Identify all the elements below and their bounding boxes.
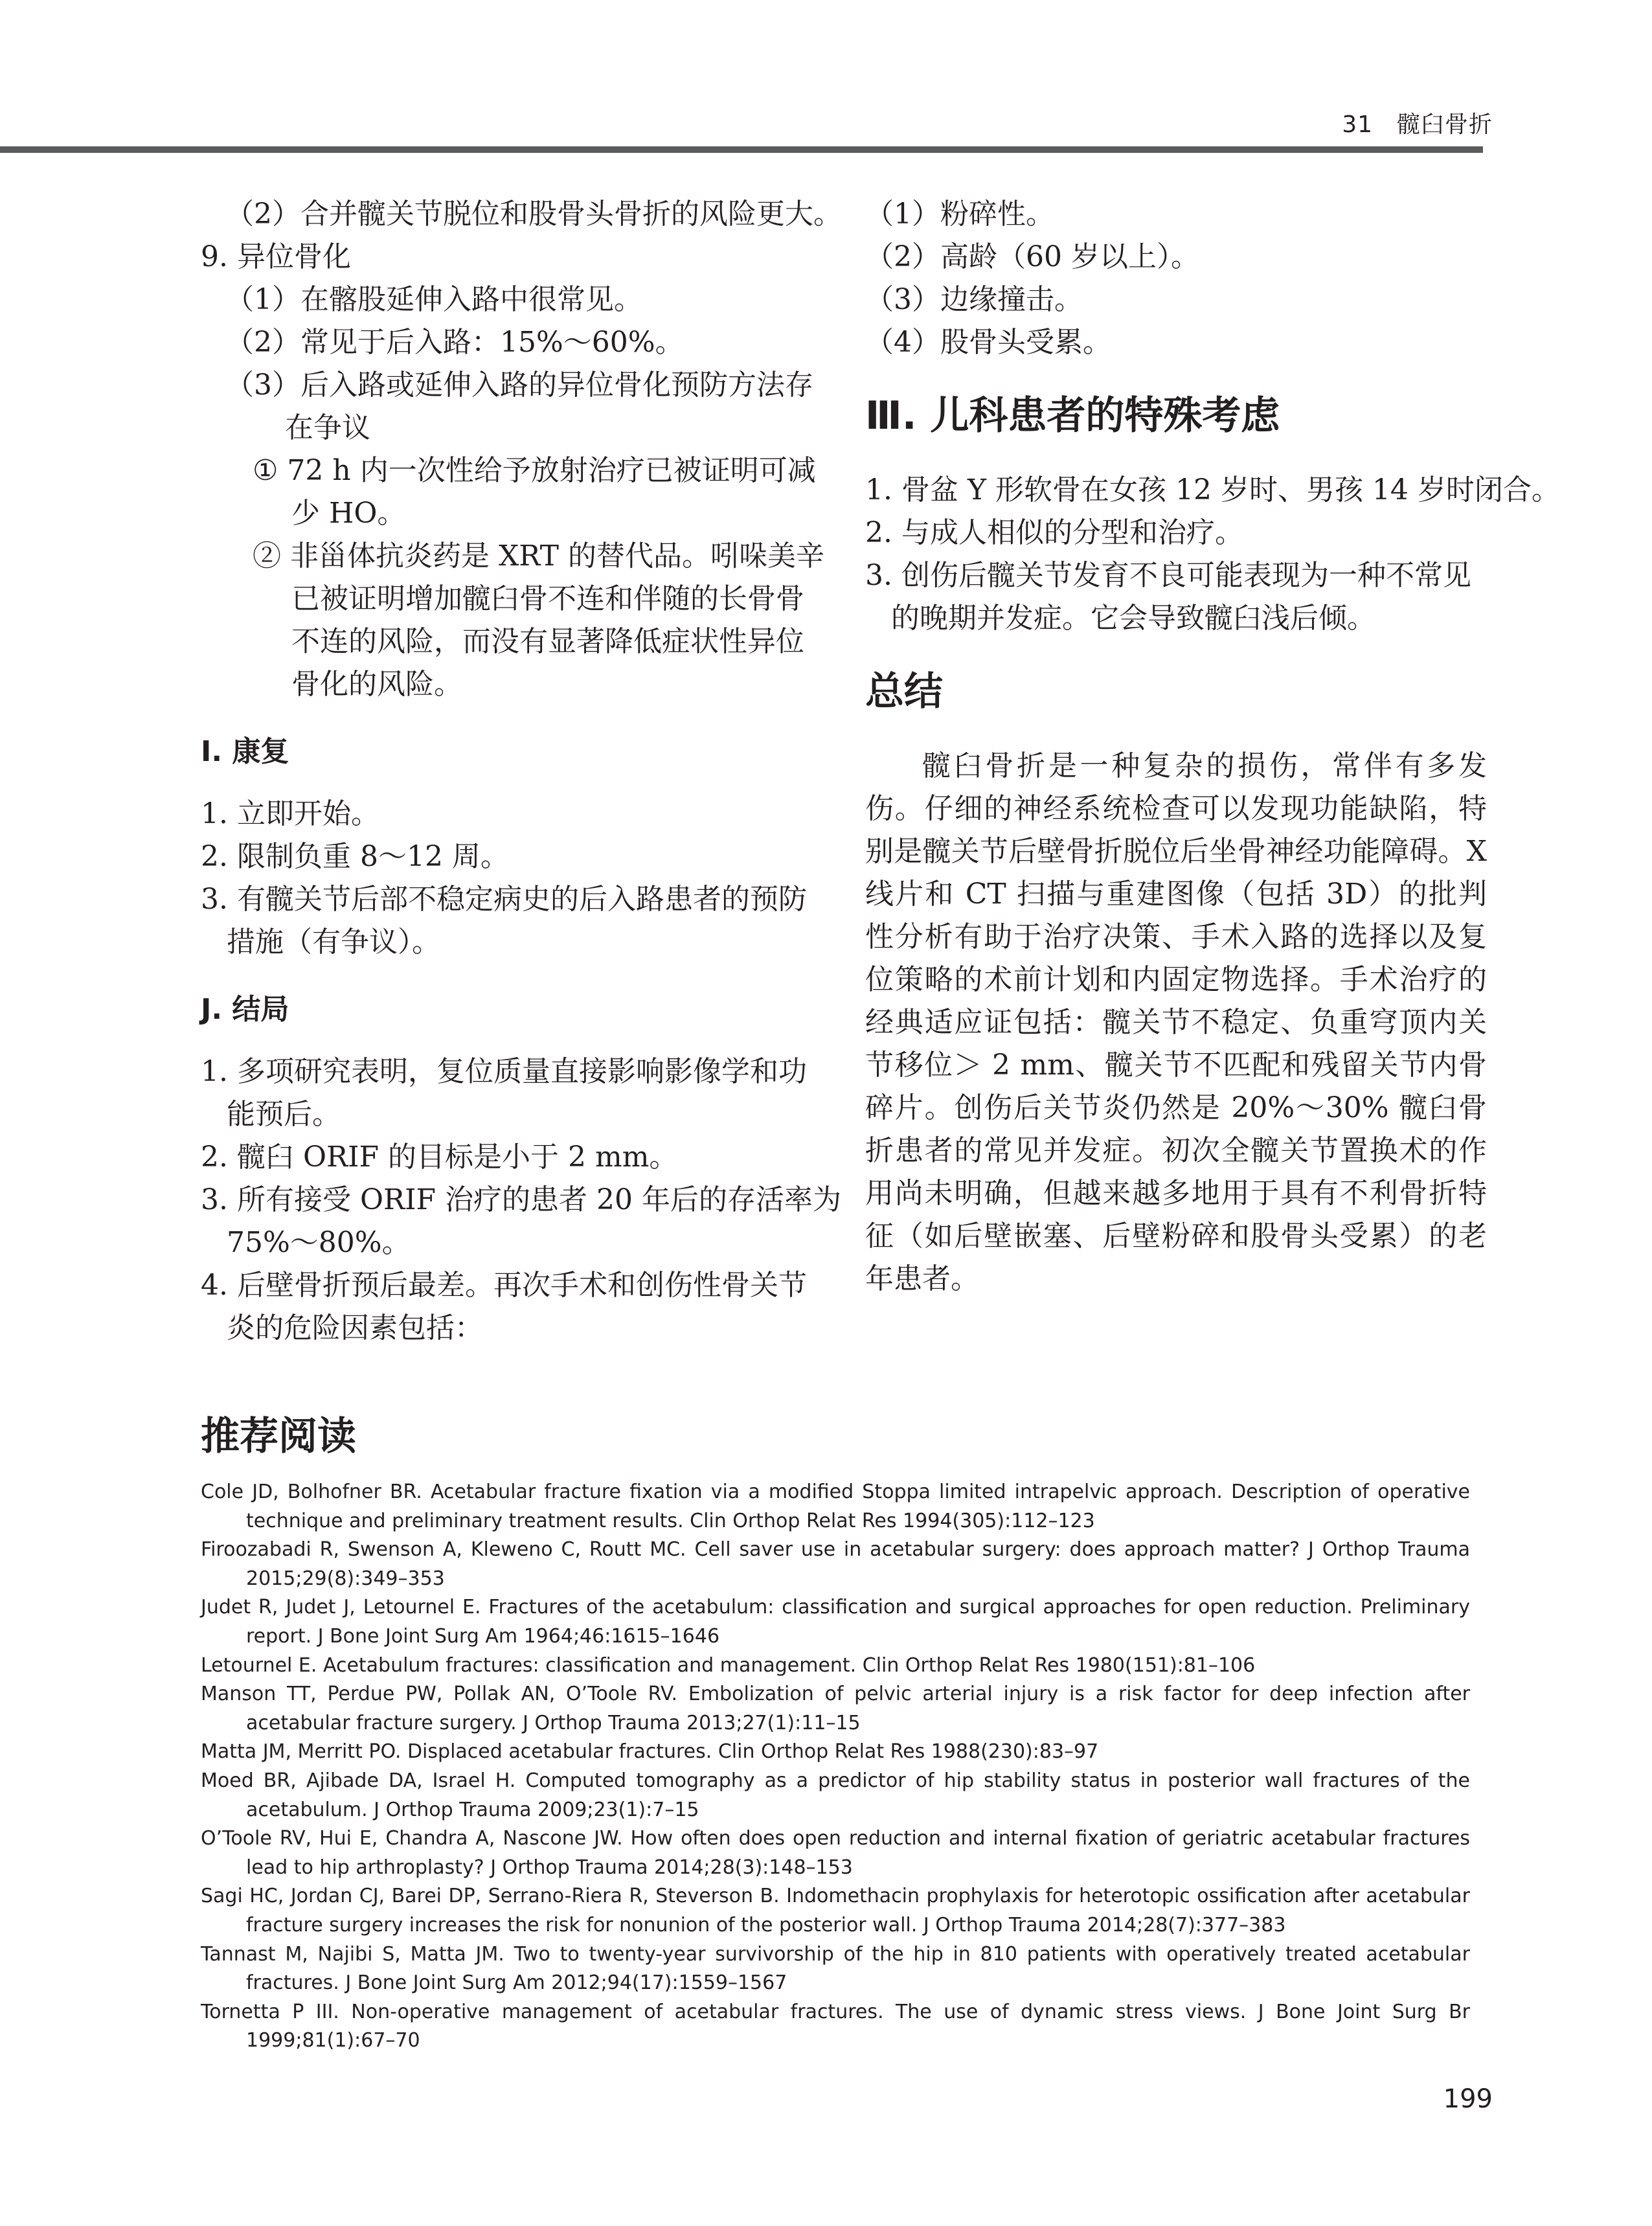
list-item: 1. 骨盆 Y 形软骨在女孩 12 岁时、男孩 14 岁时闭合。	[865, 473, 1560, 506]
sub-item-continuation: 已被证明增加髋臼骨不连和伴随的长骨骨	[291, 582, 804, 615]
summary-paragraph: 髋臼骨折是一种复杂的损伤，常伴有多发伤。仔细的神经系统检查可以发现功能缺陷，特别是髋关节后壁骨折脱位后坐骨神经功能障碍。X 线片和 CT 扫描与重建图像（包括 3D）的批判性分析有助于治疗决策、手术入路的选择以及复位策略的术前计划和内固定物选择。手术治疗的经典适应证包括：髋关节不稳定、负重穹顶内关节移位＞ 2 mm、髋关节不匹配和残留关节内骨碎片。创伤后关节炎仍然是 20%～30% 髋臼骨折患者的常见并发症。初次全髋关节置换术的作用尚未明确，但越来越多地用于具有不利骨折特征（如后壁嵌塞、后壁粉碎和股骨头受累）的老年患者。	[865, 749, 1487, 1295]
list-item: （2）常见于后入路：15%～60%。	[225, 326, 684, 359]
sub-item-continuation: 骨化的风险。	[291, 668, 462, 701]
reference-item: Cole JD, Bolhofner BR. Acetabular fracture fixation via a modified Stoppa limited intrapelvic approach. Description of operative technique and preliminary treatment results. Clin Orthop Relat Res 1994(305):112–123	[201, 1481, 1470, 1532]
reference-item: Sagi HC, Jordan CJ, Barei DP, Serrano-Riera R, Steverson B. Indomethacin prophylaxis for heterotopic ossification after acetabular fracture surgery increases the risk for nonunion of the posterior wall. J Orthop Trauma 2014;28(7):377–383	[201, 1885, 1470, 1936]
right-column	[865, 193, 1560, 1300]
list-item: 3. 所有接受 ORIF 治疗的患者 20 年后的存活率为	[201, 1183, 842, 1216]
list-item: 2. 髋臼 ORIF 的目标是小于 2 mm。	[201, 1141, 678, 1174]
list-item: 1. 立即开始。	[201, 797, 379, 830]
reference-item: O’Toole RV, Hui E, Chandra A, Nascone JW. How often does open reduction and internal fixation of geriatric acetabular fractures lead to hip arthroplasty? J Orthop Trauma 2014;28(3):148–153	[201, 1827, 1470, 1879]
reference-item: Tannast M, Najibi S, Matta JM. Two to twenty-year survivorship of the hip in 810 patients with operatively treated acetabular fractures. J Bone Joint Surg Am 2012;94(17):1559–1567	[201, 1942, 1470, 1995]
section-heading-i: I. 康复	[201, 735, 289, 768]
reference-item: Matta JM, Merritt PO. Displaced acetabular fractures. Clin Orthop Relat Res 1988(230):83–97	[201, 1740, 1099, 1764]
reference-item: Tornetta P III. Non-operative management of acetabular fractures. The use of dynamic stress views. J Bone Joint Surg Br 1999;81(1):67–70	[201, 2000, 1470, 2052]
sub-item: ① 72 h 内一次性给予放射治疗已被证明可减	[253, 454, 816, 487]
list-item: （1）在髂股延伸入路中很常见。	[225, 283, 642, 316]
list-item: （3）边缘撞击。	[865, 283, 1083, 316]
reference-item: Manson TT, Perdue PW, Pollak AN, O’Toole RV. Embolization of pelvic arterial injury is a risk factor for deep infection after acetabular fracture surgery. J Orthop Trauma 2013;27(1):11–15	[201, 1683, 1470, 1734]
list-item: （1）粉碎性。	[865, 198, 1054, 231]
list-item: 1. 多项研究表明，复位质量直接影响影像学和功	[201, 1055, 807, 1088]
list-item-continuation: 75%～80%。	[227, 1226, 411, 1259]
header-rule	[0, 146, 1483, 153]
list-item: 2. 限制负重 8～12 周。	[201, 840, 509, 873]
list-item: （2）合并髋关节脱位和股骨头骨折的风险更大。	[225, 198, 842, 231]
section-heading-j: J. 结局	[201, 993, 289, 1026]
section-heading-pediatric: Ⅲ. 儿科患者的特殊考虑	[865, 393, 1280, 438]
sub-item-continuation: 不连的风险，而没有显著降低症状性异位	[291, 625, 804, 658]
sub-item: ② 非甾体抗炎药是 XRT 的替代品。吲哚美辛	[253, 539, 824, 573]
list-item: （3）后入路或延伸入路的异位骨化预防方法存	[225, 369, 813, 402]
list-item-continuation: 措施（有争议）。	[227, 926, 440, 959]
reference-item: Letournel E. Acetabulum fractures: classification and management. Clin Orthop Relat Res 1980(151):81–106	[201, 1653, 1256, 1677]
list-item: （4）股骨头受累。	[865, 326, 1111, 359]
sub-item-continuation: 少 HO。	[291, 497, 406, 530]
list-item: （2）高龄（60 岁以上）。	[865, 240, 1199, 273]
list-item-continuation: 能预后。	[227, 1098, 341, 1131]
list-item: 4. 后壁骨折预后最差。再次手术和创伤性骨关节	[201, 1269, 807, 1302]
reference-item: Judet R, Judet J, Letournel E. Fractures of the acetabulum: classification and surgical approaches for open reduction. Preliminary report. J Bone Joint Surg Am 1964;46:1615–1646	[201, 1596, 1470, 1648]
list-heading: 9. 异位骨化	[201, 240, 351, 273]
reference-list	[201, 1478, 1470, 2056]
reference-item: Moed BR, Ajibade DA, Israel H. Computed tomography as a predictor of hip stability status in posterior wall fractures of the acetabulum. J Orthop Trauma 2009;23(1):7–15	[201, 1769, 1470, 1821]
list-item: 3. 创伤后髋关节发育不良可能表现为一种不常见	[865, 559, 1471, 592]
running-header: 31 髋臼骨折	[1342, 111, 1493, 138]
list-item-continuation: 炎的危险因素包括：	[227, 1312, 483, 1345]
reference-item: Firoozabadi R, Swenson A, Kleweno C, Routt MC. Cell saver use in acetabular surgery: does approach matter? J Orthop Trauma 2015;29(8):349–353	[201, 1538, 1470, 1590]
list-item: 2. 与成人相似的分型和治疗。	[865, 516, 1243, 549]
list-item: 3. 有髋关节后部不稳定病史的后入路患者的预防	[201, 883, 807, 916]
summary-heading: 总结	[865, 669, 943, 714]
left-column	[201, 193, 842, 1350]
list-item-continuation: 在争议	[285, 411, 370, 444]
page-number: 199	[1443, 2084, 1493, 2114]
list-item-continuation: 的晚期并发症。它会导致髋臼浅后倾。	[891, 602, 1375, 635]
reading-heading: 推荐阅读	[201, 1414, 356, 1459]
